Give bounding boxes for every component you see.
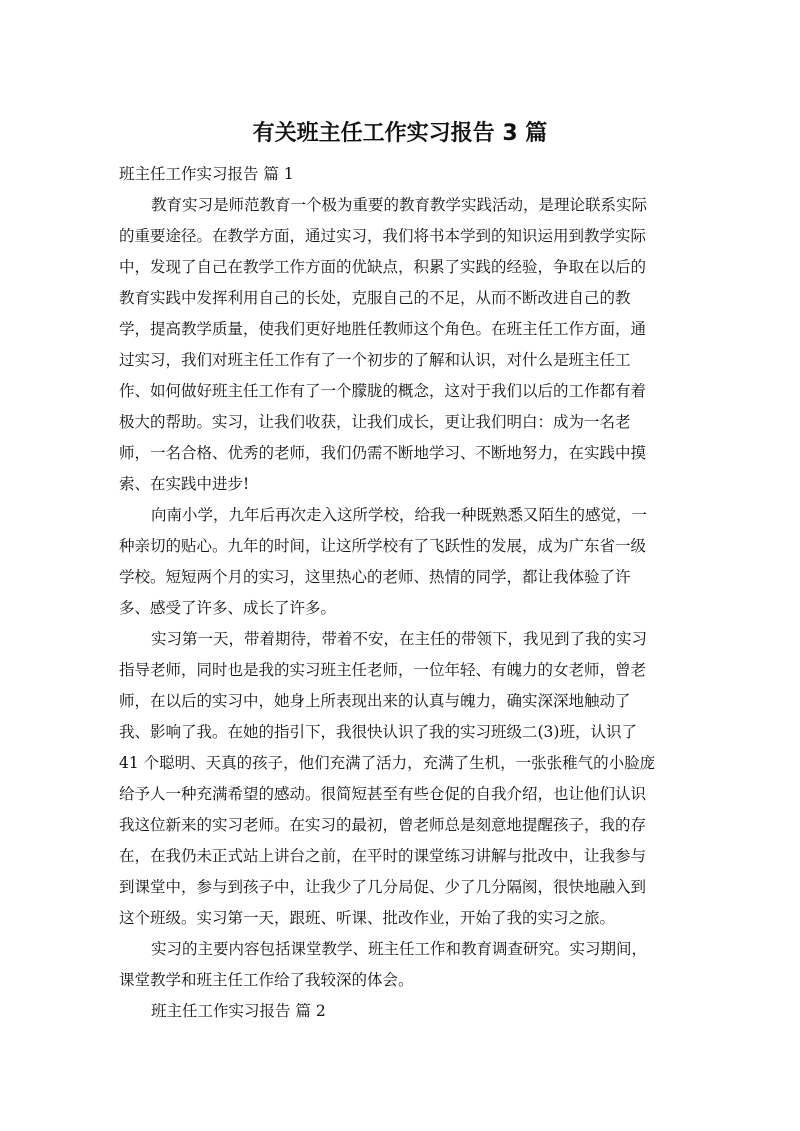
body-line: 实习第一天，带着期待，带着不安，在主任的带领下，我见到了我的实习 [151, 630, 648, 648]
body-line: 41 个聪明、天真的孩子，他们充满了活力，充满了生机，一张张稚气的小脸庞 [119, 754, 656, 772]
body-line: 过实习，我们对班主任工作有了一个初步的了解和认识，对什么是班主任工 [119, 351, 631, 369]
body-line: 到课堂中，参与到孩子中，让我少了几分局促、少了几分隔阂，很快地融入到 [119, 878, 647, 896]
body-line: 我这位新来的实习老师。在实习的最初，曾老师总是刻意地提醒孩子，我的存 [119, 816, 647, 834]
body-line: 指导老师，同时也是我的实习班主任老师，一位年轻、有魄力的女老师，曾老 [119, 661, 647, 679]
body-line: 学，提高教学质量，使我们更好地胜任教师这个角色。在班主任工作方面，通 [119, 320, 647, 338]
body-line: 作、如何做好班主任工作有了一个朦胧的概念，这对于我们以后的工作都有着 [119, 382, 647, 400]
body-line: 中，发现了自己在教学工作方面的优缺点，积累了实践的经验，争取在以后的 [119, 258, 647, 276]
body-line: 师，在以后的实习中，她身上所表现出来的认真与魄力，确实深深地触动了 [119, 692, 631, 710]
document-body [119, 159, 679, 1027]
body-line: 课堂教学和班主任工作给了我较深的体会。 [119, 971, 414, 989]
body-line: 班主任工作实习报告 篇 2 [151, 1002, 326, 1020]
body-line: 这个班级。实习第一天，跟班、听课、批改作业，开始了我的实习之旅。 [119, 909, 616, 927]
body-line: 实习的主要内容包括课堂教学、班主任工作和教育调查研究。实习期间， [151, 940, 648, 958]
body-line: 多、感受了许多、成长了许多。 [119, 599, 337, 617]
body-line: 教育实习是师范教育一个极为重要的教育教学实践活动，是理论联系实际 [151, 196, 648, 214]
body-line: 学校。短短两个月的实习，这里热心的老师、热情的同学，都让我体验了许 [119, 568, 631, 586]
body-line: 的重要途径。在教学方面，通过实习，我们将书本学到的知识运用到教学实际 [119, 227, 647, 245]
body-line: 极大的帮助。实习，让我们收获，让我们成长，更让我们明白：成为一名老 [119, 413, 631, 431]
body-line: 向南小学，九年后再次走入这所学校，给我一种既熟悉又陌生的感觉，一 [151, 506, 648, 524]
body-line: 班主任工作实习报告 篇 1 [119, 165, 294, 183]
body-line: 我、影响了我。在她的指引下，我很快认识了我的实习班级二(3)班，认识了 [119, 723, 637, 741]
body-line: 师，一名合格、优秀的老师，我们仍需不断地学习、不断地努力，在实践中摸 [119, 444, 647, 462]
body-line: 给予人一种充满希望的感动。很简短甚至有些仓促的自我介绍，也让他们认识 [119, 785, 647, 803]
body-line: 在，在我仍未正式站上讲台之前，在平时的课堂练习讲解与批改中，让我参与 [119, 847, 647, 865]
body-line: 种亲切的贴心。九年的时间，让这所学校有了飞跃性的发展，成为广东省一级 [119, 537, 647, 555]
body-line: 索、在实践中进步! [119, 475, 250, 493]
document-title: 有关班主任工作实习报告 3 篇 [252, 121, 548, 146]
body-line: 教育实践中发挥利用自己的长处，克服自己的不足，从而不断改进自己的教 [119, 289, 631, 307]
